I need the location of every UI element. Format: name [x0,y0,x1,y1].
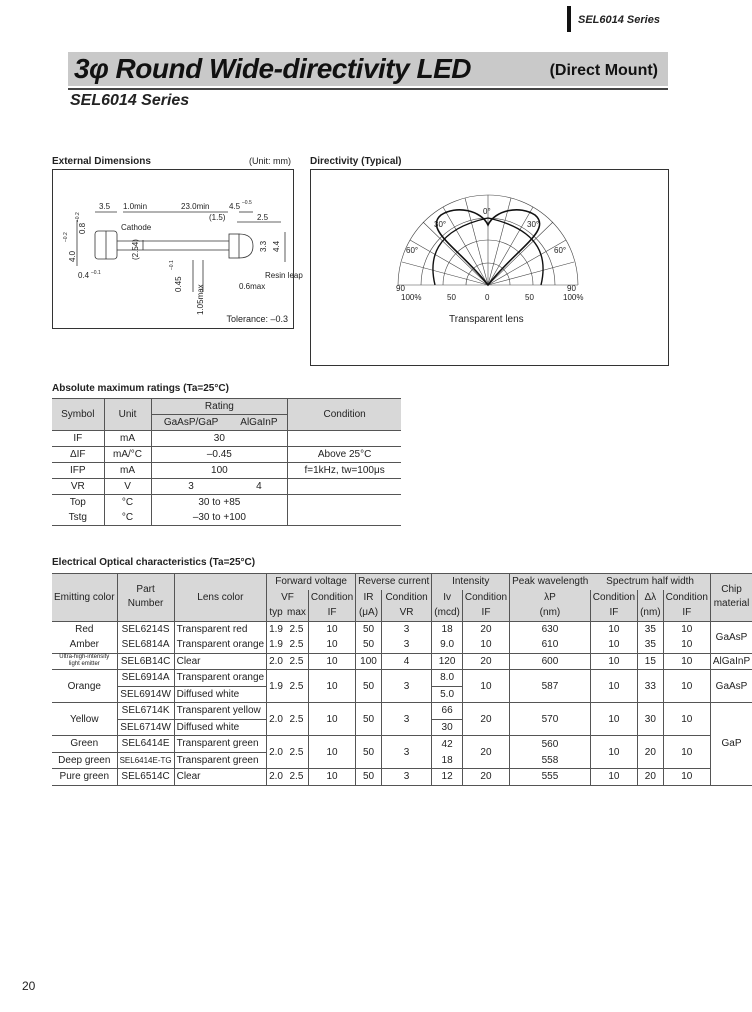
scale-0: 0 [485,293,490,302]
abs-condition [288,431,401,447]
ec-lens: Clear [174,769,266,786]
abs-row [52,463,401,479]
ec-lens: Diffused white [174,686,266,703]
ec-part: SEL6414E [117,736,174,753]
abs-row [52,495,401,511]
header-series: SEL6014 Series [578,14,660,26]
abs-condition [288,479,401,495]
abs-unit: °C [104,495,151,511]
ec-part: SEL6914W [117,686,174,703]
external-dimensions-box [52,169,303,329]
ec-lp: 630 [510,621,591,637]
ec-color: Amber [52,637,117,653]
directivity-title: Directivity (Typical) [310,156,402,167]
ec-color: Ultra-high-intensity light emitter [52,653,117,670]
dim-4-0-tol: –0.2 [63,232,69,242]
ec-cond-dl: 10 [663,653,710,670]
ec-h-nm2: (nm) [638,605,664,621]
external-dimensions-title: External Dimensions [52,156,151,167]
ec-h-chip-2: material [713,598,750,610]
ec-vr: 4 [381,653,431,670]
title-rule [68,88,668,90]
abs-condition: Above 25°C [288,447,401,463]
ec-h-mcd: (mcd) [432,605,463,621]
ec-color: Yellow [52,703,117,736]
ec-h-if3: IF [590,605,637,621]
ec-vr: 3 [381,670,431,703]
ec-vr: 3 [381,736,431,769]
ec-lp: 610 [510,637,591,653]
ec-h-part-1: Part [136,584,155,596]
ec-cond-if: 10 [308,703,355,736]
ec-vr: 3 [381,621,431,637]
page-title: 3φ Round Wide-directivity LED [74,53,471,84]
ec-row-red [52,621,752,637]
ec-cond-if: 10 [308,637,355,653]
ec-row-green [52,736,752,753]
ec-dl: 30 [638,703,664,736]
ec-iv: 18 [432,752,463,769]
ec-vf-typ: 1.9 [267,621,285,637]
ec-cond-if: 10 [308,621,355,637]
abs-h-condition: Condition [288,399,401,431]
ec-cond-dl: 10 [663,637,710,653]
abs-h-rating: Rating [151,399,288,415]
abs-condition: f=1kHz, tw=100μs [288,463,401,479]
ec-lens: Transparent orange [174,637,266,653]
ec-cond-iv: 10 [462,670,509,703]
ec-h-vf-max: max [285,605,308,621]
dim-0-45-tol: –0.1 [169,260,175,270]
ec-dl: 35 [638,637,664,653]
abs-row [52,479,401,495]
abs-symbol: VR [52,479,104,495]
angle-30-left: 30° [434,220,447,229]
ec-lp: 570 [510,703,591,736]
ec-cond-lp: 10 [590,670,637,703]
ec-h-sh: Spectrum half width [590,574,710,590]
ec-lp: 555 [510,769,591,786]
ec-h-pw: Peak wavelength [510,574,591,590]
ec-h-iv: Iv [432,590,463,606]
page-subtitle: (Direct Mount) [549,62,658,79]
ec-vf-typ: 1.9 [267,670,285,703]
ec-ir: 100 [356,653,382,670]
ec-h-fv: Forward voltage [267,574,356,590]
ec-h-part [117,574,174,622]
ec-h-if1: IF [308,605,355,621]
ec-iv: 120 [432,653,463,670]
ec-vf-max: 2.5 [285,653,308,670]
abs-row [52,431,401,447]
ec-h-vf-typ: typ [267,605,285,621]
dim-0-4-tol: –0.1 [91,270,101,276]
ec-chip: GaP [710,703,752,786]
scale-100-left: 100% [401,293,422,302]
ec-h-cond1: Condition [308,590,355,606]
dim-4-4: 4.4 [272,240,281,252]
angle-90-left: 90 [396,284,405,293]
ec-iv: 42 [432,736,463,753]
ec-h-ir: IR [356,590,382,606]
ec-vf-typ: 2.0 [267,653,285,670]
ec-cond-if: 10 [308,670,355,703]
angle-60-right: 60° [554,246,567,255]
abs-symbol: Top [69,497,86,508]
ec-color: Deep green [52,752,117,769]
ec-row-yellow [52,703,752,720]
scale-100-right: 100% [563,293,584,302]
ec-cond-lp: 10 [590,621,637,637]
abs-unit: °C [104,510,151,526]
abs-symbol: IFP [52,463,104,479]
ec-cond-dl: 10 [663,769,710,786]
ec-dl: 33 [638,670,664,703]
ec-chip: GaAsP [710,621,752,653]
abs-max-table [52,398,401,526]
polar-chart [311,170,668,320]
ec-part: SEL6214S [117,621,174,637]
abs-rating: 30 to +85 [151,495,288,511]
dim-2-54: (2.54) [131,239,140,260]
abs-symbol: Tstg [52,510,104,526]
angle-0: 0° [483,207,491,216]
ec-h-part-2: Number [127,598,164,610]
ec-iv: 5.0 [432,686,463,703]
external-dimensions-unit: (Unit: mm) [249,156,291,166]
ec-lens: Transparent red [174,621,266,637]
abs-h-gaasp: GaAsP/GaP [151,415,231,431]
ec-lp: 600 [510,653,591,670]
ec-cond-dl: 10 [663,703,710,736]
ec-lens: Transparent yellow [174,703,266,720]
ec-color: Orange [52,670,117,703]
ec-part: SEL6914A [117,670,174,687]
dim-3-3: 3.3 [259,240,268,252]
angle-60-left: 60° [406,246,419,255]
ec-h-if4: IF [663,605,710,621]
ec-vr: 3 [381,637,431,653]
cathode-label: Cathode [121,223,152,232]
abs-unit: mA [104,463,151,479]
resin-leap-label: Resin leap [265,271,303,280]
polar-spoke-30l [443,207,488,285]
ec-iv: 9.0 [432,637,463,653]
ec-vr: 3 [381,769,431,786]
dim-4-0: 4.0 [68,250,77,262]
dim-1-0min: 1.0min [123,202,148,211]
directivity-box [310,169,669,366]
ec-part: SEL6714K [117,703,174,720]
abs-rating: –30 to +100 [151,510,288,526]
ec-chip: GaAsP [710,670,752,703]
abs-h-symbol: Symbol [52,399,104,431]
ec-lp: 587 [510,670,591,703]
ec-ir: 50 [356,769,382,786]
ec-row-ultra [52,653,752,670]
dim-0-4: 0.4 [78,271,90,280]
ec-cond-iv: 20 [462,653,509,670]
ec-cond-lp: 10 [590,703,637,736]
dim-0-8: 0.8 [78,222,87,234]
ec-lens: Transparent green [174,736,266,753]
abs-unit: mA/°C [104,447,151,463]
elec-title: Electrical Optical characteristics (Ta=25°C) [52,557,256,568]
abs-rating: 100 [151,463,288,479]
dim-1-05max: 1.05max [196,284,205,315]
ec-cond-dl: 10 [663,621,710,637]
ec-color: Red [75,623,94,635]
abs-max-title: Absolute maximum ratings (Ta=25°C) [52,383,229,394]
ec-h-ua: (μA) [356,605,382,621]
ec-cond-dl: 10 [663,670,710,703]
abs-rating-algainp: 4 [231,479,288,495]
ec-vf-max: 2.5 [285,637,308,653]
ec-vf-max: 2.5 [285,769,308,786]
dim-23-0min: 23.0min [181,202,210,211]
ec-part: SEL6B14C [117,653,174,670]
ec-h-rc: Reverse current [356,574,432,590]
dim-4-5: 4.5 [229,202,241,211]
abs-condition [288,495,401,511]
abs-h-algainp: AlGaInP [231,415,288,431]
ec-iv: 8.0 [432,670,463,687]
ec-cond-lp: 10 [590,653,637,670]
angle-90-right: 90 [567,284,576,293]
ec-color: Pure green [52,769,117,786]
abs-rating: 30 [151,431,288,447]
ec-vf-max: 2.5 [285,670,308,703]
ec-cond-lp: 10 [590,736,637,769]
ec-part: SEL6514C [117,769,174,786]
ec-cond-iv: 20 [462,621,509,637]
series-subheading: SEL6014 Series [70,92,190,109]
ec-cond-lp: 10 [590,637,637,653]
ec-h-vf: VF [267,590,309,606]
ec-h-vr: VR [381,605,431,621]
dimension-drawing [53,170,303,328]
ec-cond-dl: 10 [663,736,710,769]
abs-row [52,447,401,463]
ec-h-dl: Δλ [638,590,664,606]
abs-row [52,510,401,526]
ec-lp: 560 [510,736,591,753]
ec-part: SEL6814A [117,637,174,653]
ec-h-chip [710,574,752,622]
dim-2-5: 2.5 [257,213,269,222]
ec-h-int: Intensity [432,574,510,590]
ec-iv: 12 [432,769,463,786]
dim-4-5-tol: –0.5 [242,200,252,206]
dim-0-8-tol: –0.2 [75,212,81,222]
ec-chip: AlGaInP [710,653,752,670]
ec-h-chip-1: Chip [721,584,742,596]
ec-h-lp: λP [510,590,591,606]
polar-spoke-60l [410,240,488,285]
ec-lens: Clear [174,653,266,670]
ec-dl: 35 [638,621,664,637]
angle-30-right: 30° [527,220,540,229]
abs-rating: –0.45 [151,447,288,463]
ec-h-nm: (nm) [510,605,591,621]
ec-part: SEL6414E-TG [117,752,174,769]
directivity-caption: Transparent lens [449,314,524,325]
ec-cond-iv: 20 [462,703,509,736]
ec-h-cond2: Condition [381,590,431,606]
header-bar [567,6,571,32]
ec-lens: Transparent orange [174,670,266,687]
ec-ir: 50 [356,736,382,769]
ec-ir: 50 [356,703,382,736]
ec-vf-typ: 2.0 [267,703,285,736]
scale-50-right: 50 [525,293,534,302]
ec-cond-iv: 20 [462,769,509,786]
ec-vf-max: 2.5 [285,736,308,769]
ec-cond-if: 10 [308,769,355,786]
ec-cond-iv: 20 [462,736,509,769]
polar-spoke-75l [402,262,488,285]
abs-symbol: ΔIF [52,447,104,463]
ec-ir: 50 [356,670,382,703]
ec-h-cond4: Condition [590,590,637,606]
ec-h-emit: Emitting color [52,574,117,622]
ec-h-cond3: Condition [462,590,509,606]
abs-rating-gaasp: 3 [151,479,231,495]
ec-h-cond5: Condition [663,590,710,606]
polar-spoke-30r [488,207,533,285]
ec-vf-max: 2.5 [289,623,304,635]
elec-table [52,573,752,786]
ec-row-pure-green [52,769,752,786]
page-number: 20 [22,979,36,993]
dim-0-45: 0.45 [174,276,183,292]
ec-ir: 50 [356,621,382,637]
abs-unit: V [104,479,151,495]
ec-vf-typ: 2.0 [267,736,285,769]
ec-part: SEL6714W [117,719,174,736]
abs-symbol: IF [52,431,104,447]
ec-vr: 3 [381,703,431,736]
ec-lens: Transparent green [174,752,266,769]
ec-color: Green [52,736,117,753]
ec-row-amber [52,637,752,653]
abs-unit: mA [104,431,151,447]
ec-cond-if: 10 [308,653,355,670]
scale-50-left: 50 [447,293,456,302]
ec-vf-typ: 2.0 [267,769,285,786]
ec-lp: 558 [510,752,591,769]
ec-iv: 66 [432,703,463,720]
ec-dl: 20 [638,769,664,786]
dim-1-5: (1.5) [209,213,226,222]
dim-3-5: 3.5 [99,202,111,211]
title-banner [68,52,668,86]
dim-0-6max: 0.6max [239,282,266,291]
ec-h-if2: IF [462,605,509,621]
abs-condition [288,510,401,526]
ec-cond-if: 10 [308,736,355,769]
polar-spoke-75r [488,262,574,285]
ec-iv: 18 [432,621,463,637]
ec-iv: 30 [432,719,463,736]
ec-vf-typ: 1.9 [267,637,285,653]
ec-ir: 50 [356,637,382,653]
ec-h-lens: Lens color [174,574,266,622]
tolerance-note: Tolerance: –0.3 [226,314,288,324]
abs-h-unit: Unit [104,399,151,431]
ec-dl: 20 [638,736,664,769]
ec-cond-lp: 10 [590,769,637,786]
ec-cond-iv: 10 [462,637,509,653]
ec-lens: Diffused white [174,719,266,736]
ec-row-orange [52,670,752,687]
ec-vf-max: 2.5 [285,703,308,736]
ec-dl: 15 [638,653,664,670]
